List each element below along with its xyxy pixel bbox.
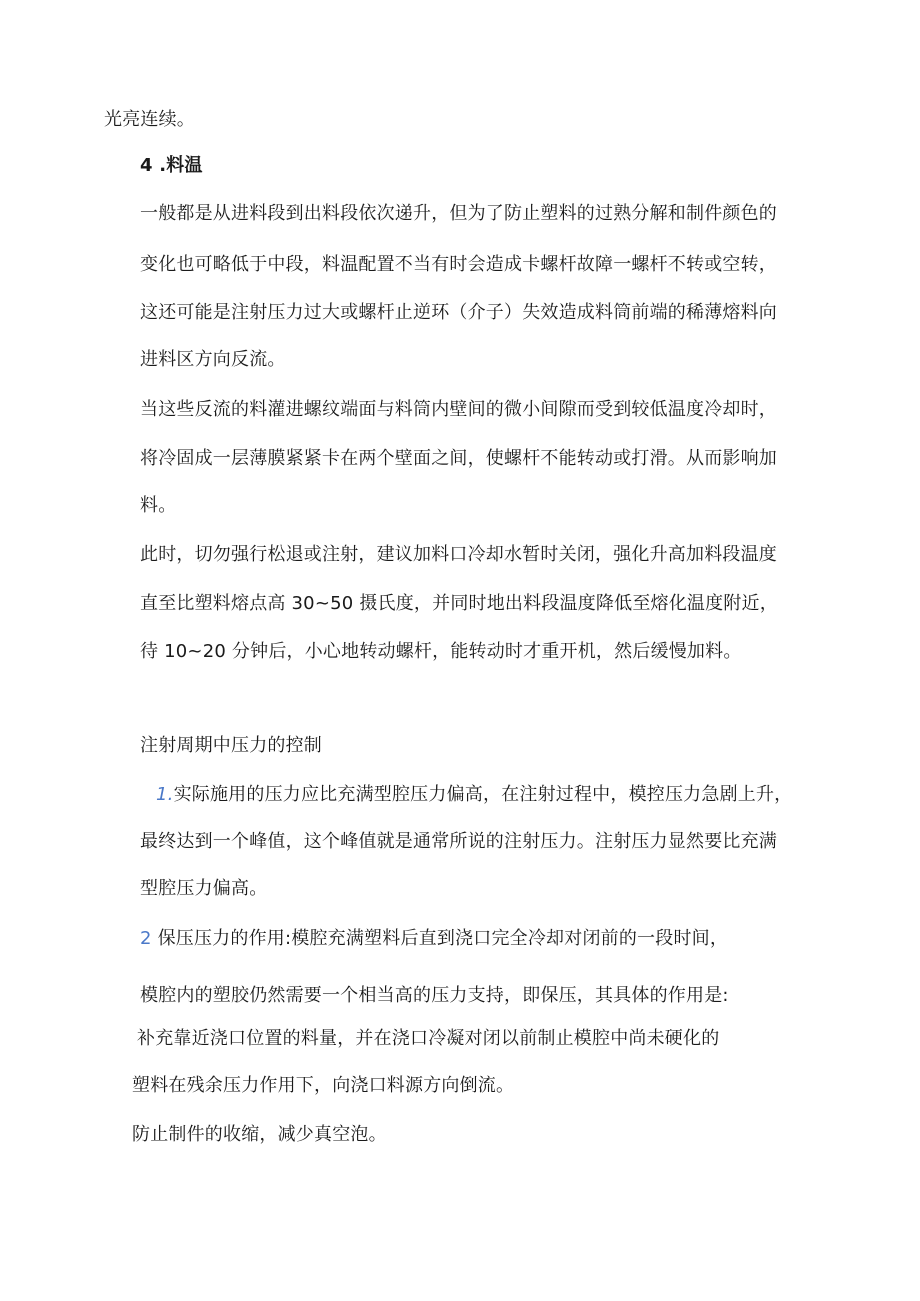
text-line-20: 塑料在残余压力作用下，向浇口料源方向倒流。 bbox=[132, 1075, 515, 1096]
list-item-1 bbox=[156, 783, 792, 807]
text-line-16: 型腔压力偏高。 bbox=[140, 878, 268, 899]
text-line-18: 模腔内的塑胶仍然需要一个相当高的压力支持，即保压，其具体的作用是: bbox=[140, 985, 729, 1006]
text-line-12: 待 10~20 分钟后，小心地转动螺杆，能转动时才重开机，然后缓慢加料。 bbox=[140, 641, 742, 662]
text-line-8: 将冷固成一层薄膜紧紧卡在两个壁面之间，使螺杆不能转动或打滑。从而影响加 bbox=[140, 448, 777, 469]
text-line-11: 直至比塑料熔点高 30~50 摄氏度，并同时地出料段温度降低至熔化温度附近， bbox=[140, 593, 778, 614]
list-item-2-text: 保压压力的作用:模腔充满塑料后直到浇口完全冷却对闭前的一段时间， bbox=[157, 928, 729, 949]
text-line-5: 这还可能是注射压力过大或螺杆止逆环（介子）失效造成料筒前端的稀薄熔料向 bbox=[140, 302, 777, 323]
text-line-15: 最终达到一个峰值，这个峰值就是通常所说的注射压力。注射压力显然要比充满 bbox=[140, 831, 777, 852]
list-item-2 bbox=[140, 927, 728, 951]
list-number-1: 1. bbox=[156, 784, 174, 805]
text-line-10: 此时，切勿强行松退或注射，建议加料口冷却水暂时关闭，强化升高加料段温度 bbox=[140, 544, 777, 565]
text-line-1: 光亮连续。 bbox=[104, 109, 195, 130]
text-line-7: 当这些反流的料灌进螺纹端面与料筒内壁间的微小间隙而受到较低温度冷却时， bbox=[140, 399, 777, 420]
text-line-6: 进料区方向反流。 bbox=[140, 349, 286, 370]
list-item-1-text: 实际施用的压力应比充满型腔压力偏高，在注射过程中，模控压力急剧上升， bbox=[173, 784, 793, 805]
text-line-21: 防止制件的收缩，减少真空泡。 bbox=[132, 1124, 387, 1145]
text-line-19: 补充靠近浇口位置的料量，并在浇口冷凝对闭以前制止模腔中尚未硬化的 bbox=[137, 1028, 720, 1049]
text-line-4: 变化也可略低于中段，料温配置不当有时会造成卡螺杆故障一螺杆不转或空转， bbox=[140, 254, 777, 275]
section-heading-material-temperature: 4 .料温 bbox=[140, 155, 203, 176]
list-number-2: 2 bbox=[140, 928, 152, 949]
section-heading-pressure-control: 注射周期中压力的控制 bbox=[140, 735, 322, 756]
text-line-3: 一般都是从进料段到出料段依次递升，但为了防止塑料的过熟分解和制件颜色的 bbox=[140, 203, 777, 224]
text-line-9: 料。 bbox=[140, 495, 177, 516]
